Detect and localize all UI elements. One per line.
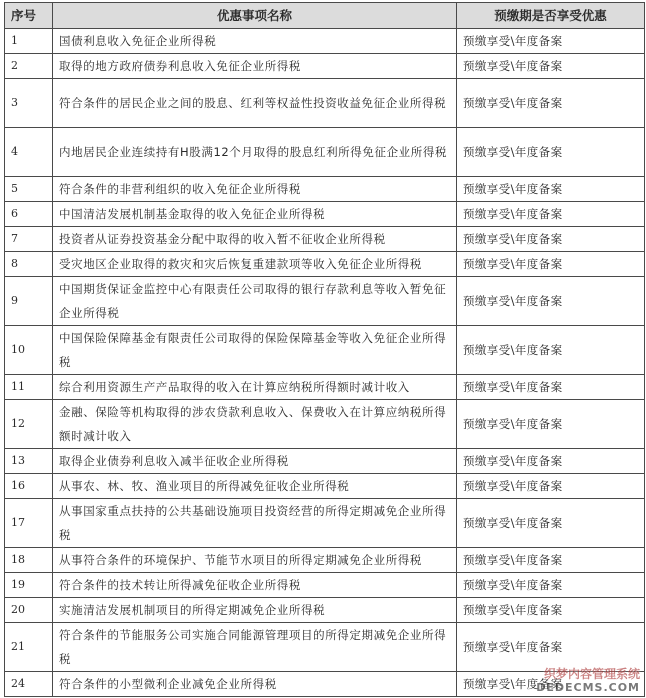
row-number: 10 — [5, 326, 53, 375]
row-number: 7 — [5, 227, 53, 252]
row-prepay-status: 预缴享受\年度备案 — [457, 598, 645, 623]
row-prepay-status: 预缴享受\年度备案 — [457, 499, 645, 548]
row-prepay-status: 预缴享受\年度备案 — [457, 573, 645, 598]
row-prepay-status: 预缴享受\年度备案 — [457, 474, 645, 499]
row-item-name: 投资者从证券投资基金分配中取得的收入暂不征收企业所得税 — [53, 227, 457, 252]
table-row — [5, 277, 645, 326]
row-number: 24 — [5, 672, 53, 697]
row-prepay-status: 预缴享受\年度备案 — [457, 449, 645, 474]
row-item-name: 中国保险保障基金有限责任公司取得的保险保障基金等收入免征企业所得税 — [53, 326, 457, 375]
table-row — [5, 202, 645, 227]
row-number: 16 — [5, 474, 53, 499]
row-item-name: 符合条件的技术转让所得减免征收企业所得税 — [53, 573, 457, 598]
row-number: 6 — [5, 202, 53, 227]
row-item-name: 符合条件的节能服务公司实施合同能源管理项目的所得定期减免企业所得税 — [53, 623, 457, 672]
watermark-domain: DEDECMS.COM — [536, 681, 640, 694]
row-item-name: 综合利用资源生产产品取得的收入在计算应纳税所得额时减计收入 — [53, 375, 457, 400]
row-prepay-status: 预缴享受\年度备案 — [457, 79, 645, 128]
row-number: 3 — [5, 79, 53, 128]
row-item-name: 国债利息收入免征企业所得税 — [53, 29, 457, 54]
table-row — [5, 623, 645, 672]
row-number: 18 — [5, 548, 53, 573]
row-prepay-status: 预缴享受\年度备案 — [457, 29, 645, 54]
table-row — [5, 375, 645, 400]
row-number: 17 — [5, 499, 53, 548]
row-item-name: 金融、保险等机构取得的涉农贷款利息收入、保费收入在计算应纳税所得额时减计收入 — [53, 400, 457, 449]
row-prepay-status: 预缴享受\年度备案 — [457, 177, 645, 202]
row-number: 12 — [5, 400, 53, 449]
row-item-name: 取得的地方政府债券利息收入免征企业所得税 — [53, 54, 457, 79]
row-item-name: 中国期货保证金监控中心有限责任公司取得的银行存款利息等收入暂免征企业所得税 — [53, 277, 457, 326]
row-prepay-status: 预缴享受\年度备案 — [457, 672, 645, 697]
row-prepay-status: 预缴享受\年度备案 — [457, 623, 645, 672]
row-item-name: 符合条件的非营利组织的收入免征企业所得税 — [53, 177, 457, 202]
table-row — [5, 449, 645, 474]
table-row — [5, 499, 645, 548]
table-row — [5, 326, 645, 375]
row-item-name: 受灾地区企业取得的救灾和灾后恢复重建款项等收入免征企业所得税 — [53, 252, 457, 277]
row-number: 1 — [5, 29, 53, 54]
row-item-name: 内地居民企业连续持有H股满12个月取得的股息红利所得免征企业所得税 — [53, 128, 457, 177]
header-item-name: 优惠事项名称 — [53, 3, 457, 29]
row-prepay-status: 预缴享受\年度备案 — [457, 400, 645, 449]
row-number: 13 — [5, 449, 53, 474]
row-item-name: 从事符合条件的环境保护、节能节水项目的所得定期减免企业所得税 — [53, 548, 457, 573]
table-row — [5, 128, 645, 177]
table-row — [5, 227, 645, 252]
row-item-name: 符合条件的居民企业之间的股息、红利等权益性投资收益免征企业所得税 — [53, 79, 457, 128]
table-row — [5, 177, 645, 202]
table-row — [5, 598, 645, 623]
row-item-name: 取得企业债券利息收入减半征收企业所得税 — [53, 449, 457, 474]
table-row — [5, 252, 645, 277]
row-prepay-status: 预缴享受\年度备案 — [457, 548, 645, 573]
row-number: 4 — [5, 128, 53, 177]
row-number: 19 — [5, 573, 53, 598]
watermark-title: 织梦内容管理系统 — [543, 667, 640, 681]
row-item-name: 符合条件的小型微利企业减免企业所得税 — [53, 672, 457, 697]
row-number: 11 — [5, 375, 53, 400]
table-row — [5, 79, 645, 128]
row-prepay-status: 预缴享受\年度备案 — [457, 252, 645, 277]
row-prepay-status: 预缴享受\年度备案 — [457, 375, 645, 400]
row-number: 5 — [5, 177, 53, 202]
row-item-name: 从事农、林、牧、渔业项目的所得减免征收企业所得税 — [53, 474, 457, 499]
tax-preference-table — [4, 2, 645, 697]
table-row — [5, 548, 645, 573]
row-prepay-status: 预缴享受\年度备案 — [457, 326, 645, 375]
row-item-name: 中国清洁发展机制基金取得的收入免征企业所得税 — [53, 202, 457, 227]
table-header-row — [5, 3, 645, 29]
row-prepay-status: 预缴享受\年度备案 — [457, 202, 645, 227]
row-item-name: 实施清洁发展机制项目的所得定期减免企业所得税 — [53, 598, 457, 623]
row-prepay-status: 预缴享受\年度备案 — [457, 227, 645, 252]
header-serial-number: 序号 — [5, 3, 53, 29]
table-row — [5, 474, 645, 499]
row-prepay-status: 预缴享受\年度备案 — [457, 128, 645, 177]
header-prepay-enjoy: 预缴期是否享受优惠 — [457, 3, 645, 29]
table-row — [5, 54, 645, 79]
row-number: 8 — [5, 252, 53, 277]
row-prepay-status: 预缴享受\年度备案 — [457, 277, 645, 326]
site-watermark — [536, 668, 640, 694]
table-row — [5, 29, 645, 54]
row-prepay-status: 预缴享受\年度备案 — [457, 54, 645, 79]
row-number: 2 — [5, 54, 53, 79]
row-number: 21 — [5, 623, 53, 672]
row-item-name: 从事国家重点扶持的公共基础设施项目投资经营的所得定期减免企业所得税 — [53, 499, 457, 548]
table-row — [5, 400, 645, 449]
row-number: 9 — [5, 277, 53, 326]
table-row — [5, 573, 645, 598]
row-number: 20 — [5, 598, 53, 623]
